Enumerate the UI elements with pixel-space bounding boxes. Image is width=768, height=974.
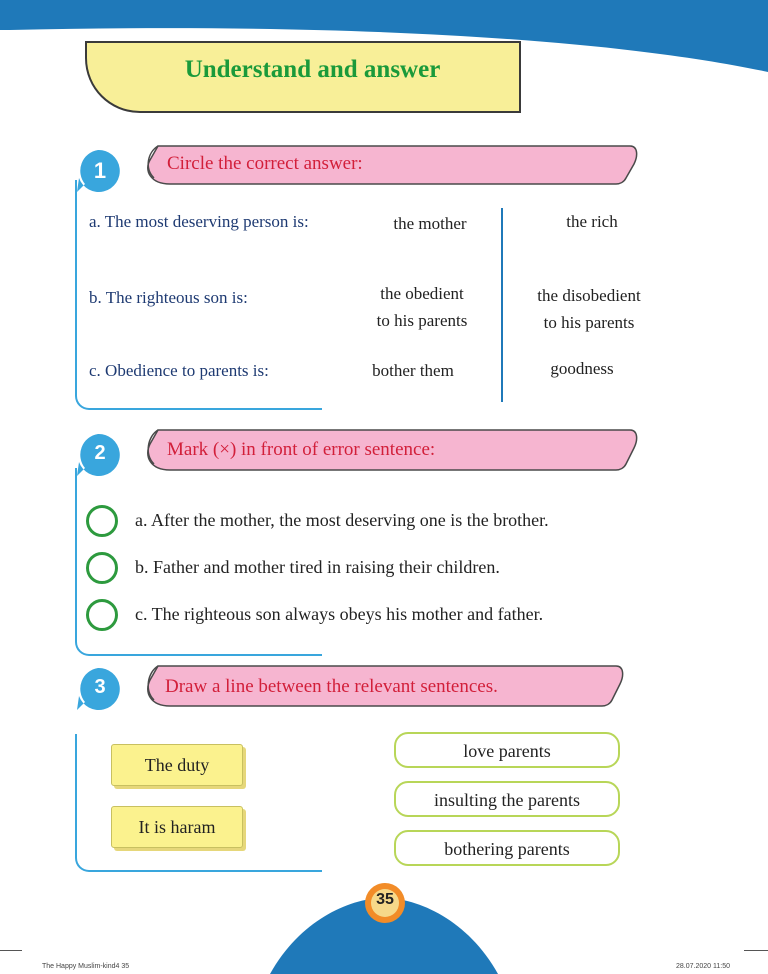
question-a-option-left[interactable]: the mother (393, 214, 467, 233)
match-right-bothering-parents[interactable]: bothering parents (394, 830, 620, 866)
question-b-option-right-line1: the disobedient (537, 286, 641, 305)
page-number: 35 (376, 891, 394, 908)
question-b-label: b. The righteous son is: (89, 288, 248, 307)
question-c-label: c. Obedience to parents is: (89, 361, 269, 380)
section-1-column-divider (501, 208, 503, 402)
question-a-option-right[interactable]: the rich (566, 212, 618, 231)
sentence-c: c. The righteous son always obeys his mother and father. (135, 604, 544, 624)
section-1-number: 1 (93, 158, 107, 183)
crop-mark-left (0, 950, 22, 951)
match-right-love-parents[interactable]: love parents (394, 732, 620, 768)
sentence-a: a. After the mother, the most deserving one is the brother. (135, 510, 549, 530)
footer-file-name: The Happy Muslim-kind4 35 (42, 963, 130, 970)
section-3-number: 3 (94, 676, 106, 698)
section-2-number: 2 (94, 442, 106, 464)
section-3-instruction: Draw a line between the relevant sentences. (165, 676, 498, 697)
match-left-the-duty[interactable]: The duty (111, 744, 243, 786)
answer-circle-a[interactable] (86, 505, 118, 537)
section-2-instruction: Mark (×) in front of error sentence: (167, 439, 436, 460)
match-right-insulting-parents[interactable]: insulting the parents (394, 781, 620, 817)
question-c-option-right[interactable]: goodness (550, 359, 614, 378)
question-c-option-left[interactable]: bother them (372, 361, 454, 380)
answer-circle-b[interactable] (86, 552, 118, 584)
question-b-option-left-line1: the obedient (380, 284, 464, 303)
question-b-option-right[interactable] (506, 282, 672, 336)
page-title: Understand and answer (184, 56, 441, 83)
sentence-b: b. Father and mother tired in raising their children. (135, 557, 500, 577)
question-b-option-right-line2: to his parents (543, 313, 635, 332)
section-1-instruction: Circle the correct answer: (167, 153, 363, 174)
question-a-label: a. The most deserving person is: (89, 212, 309, 231)
match-left-it-is-haram[interactable]: It is haram (111, 806, 243, 848)
question-b-option-left-line2: to his parents (376, 311, 468, 330)
footer-timestamp: 28.07.2020 11:50 (676, 963, 730, 970)
crop-mark-right (744, 950, 768, 951)
question-b-option-left[interactable] (350, 280, 494, 334)
answer-circle-c[interactable] (86, 599, 118, 631)
